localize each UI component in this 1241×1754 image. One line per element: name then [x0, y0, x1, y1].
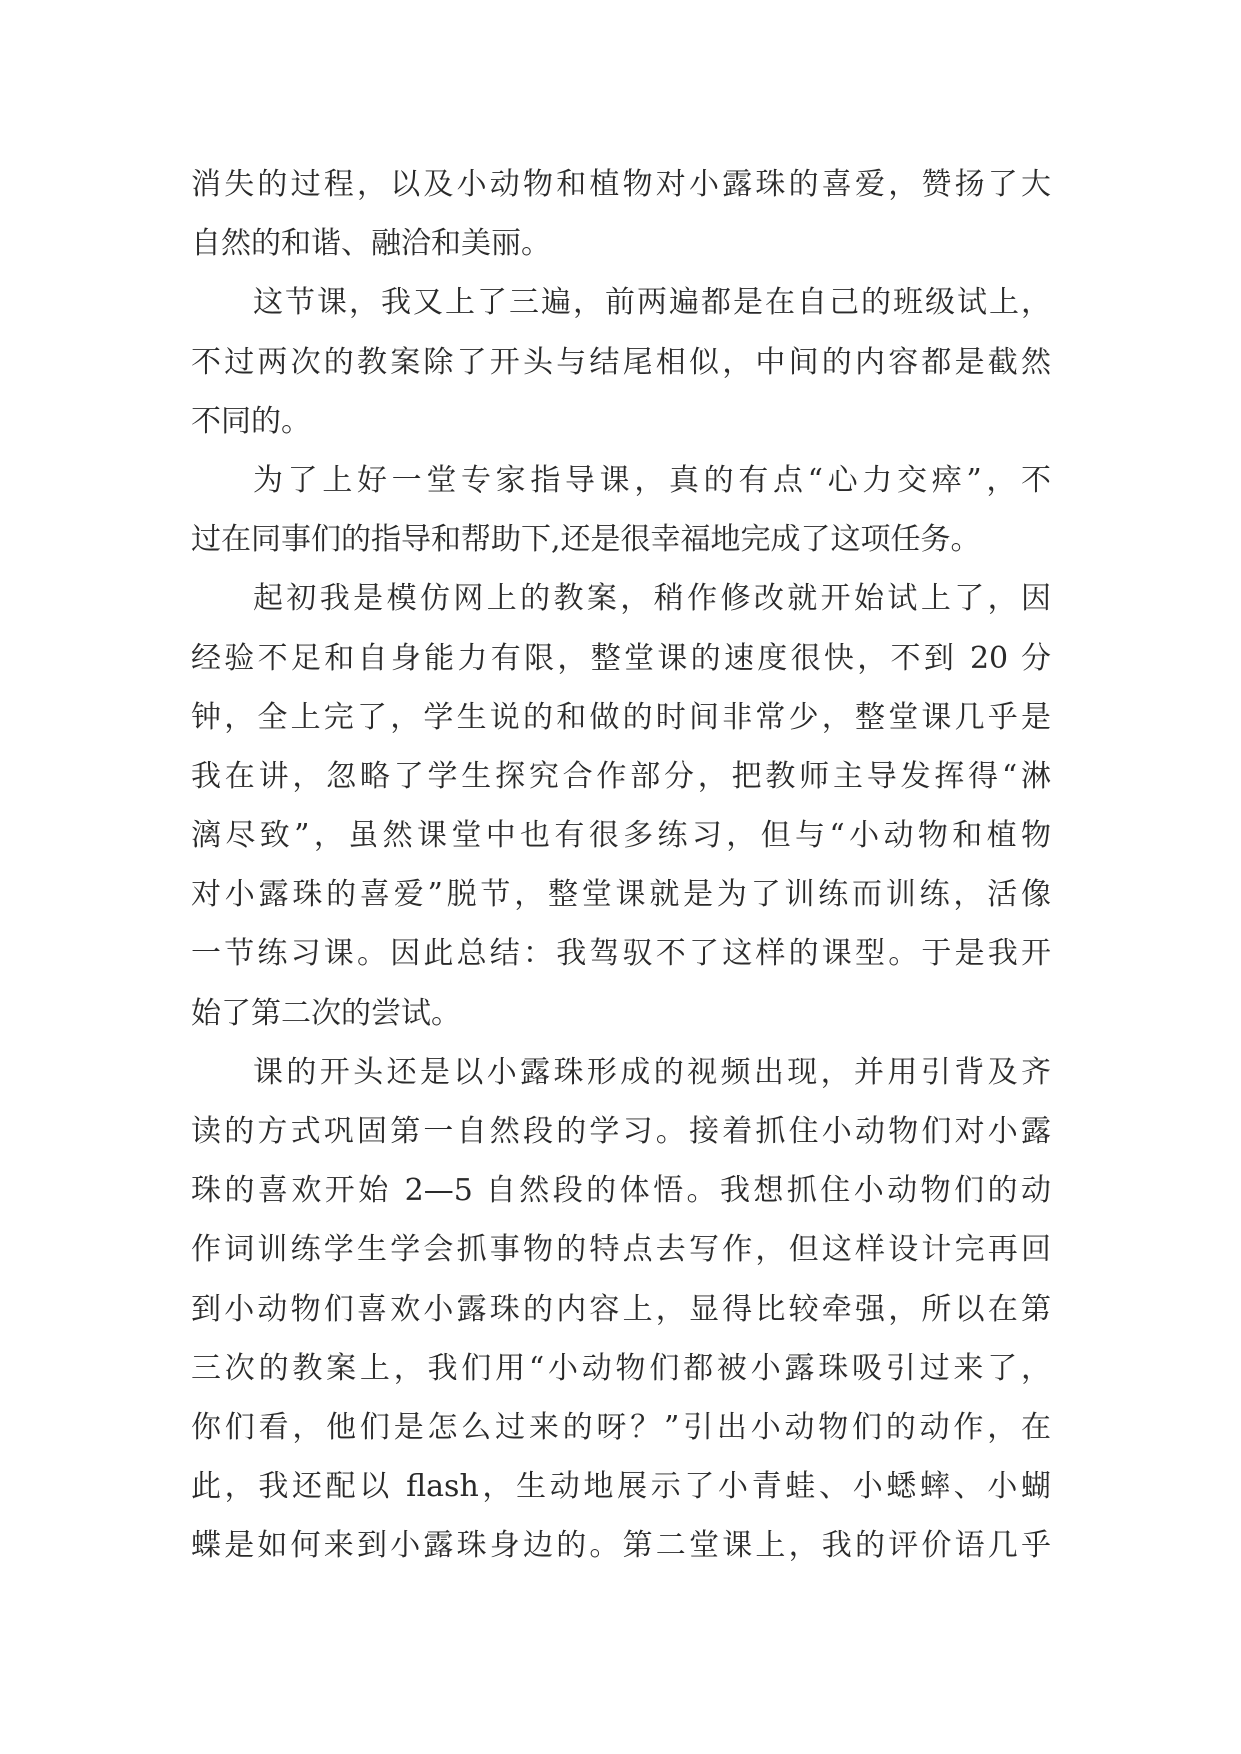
- text-line: 为了上好一堂专家指导课，真的有点“心力交瘁”，不: [253, 462, 1051, 498]
- text-line: 对小露珠的喜爱”脱节，整堂课就是为了训练而训练，活像: [191, 877, 1051, 913]
- text-line: 过在同事们的指导和帮助下,还是很幸福地完成了这项任务。: [191, 522, 981, 558]
- text-line: 自然的和谐、融洽和美丽。: [191, 226, 551, 262]
- text-line: 读的方式巩固第一自然段的学习。接着抓住小动物们对小露: [191, 1114, 1051, 1149]
- text-line: 三次的教案上，我们用“小动物们都被小露珠吸引过来了，: [191, 1350, 1051, 1386]
- text-line: 珠的喜欢开始 2—5 自然段的体悟。我想抓住小动物们的动: [191, 1173, 1051, 1209]
- text-line: 不过两次的教案除了开头与结尾相似，中间的内容都是截然: [191, 344, 1051, 380]
- body-text: [191, 155, 1051, 1576]
- text-line: 消失的过程，以及小动物和植物对小露珠的喜爱，赞扬了大: [191, 167, 1051, 202]
- text-line: 这节课，我又上了三遍，前两遍都是在自己的班级试上，: [253, 285, 1051, 321]
- text-line: 作词训练学生学会抓事物的特点去写作，但这样设计完再回: [191, 1232, 1051, 1268]
- text-line: 始了第二次的尝试。: [191, 995, 461, 1031]
- text-line: 我在讲，忽略了学生探究合作部分，把教师主导发挥得“淋: [191, 758, 1051, 794]
- text-line: 不同的。: [191, 403, 311, 439]
- text-line: 一节练习课。因此总结：我驾驭不了这样的课型。于是我开: [191, 936, 1051, 972]
- text-line: 到小动物们喜欢小露珠的内容上，显得比较牵强，所以在第: [191, 1291, 1051, 1327]
- text-line: 漓尽致”，虽然课堂中也有很多练习，但与“小动物和植物: [191, 818, 1051, 854]
- text-line: 此，我还配以 flash，生动地展示了小青蛙、小蟋蟀、小蝴: [191, 1469, 1051, 1505]
- text-line: 钟，全上完了，学生说的和做的时间非常少，整堂课几乎是: [191, 699, 1051, 735]
- text-line: 蝶是如何来到小露珠身边的。第二堂课上，我的评价语几乎: [191, 1528, 1051, 1564]
- text-line: 起初我是模仿网上的教案，稍作修改就开始试上了，因: [253, 581, 1051, 617]
- text-line: 你们看，他们是怎么过来的呀？”引出小动物们的动作，在: [191, 1409, 1051, 1445]
- text-line: 课的开头还是以小露珠形成的视频出现，并用引背及齐: [253, 1054, 1051, 1090]
- text-line: 经验不足和自身能力有限，整堂课的速度很快，不到 20 分: [191, 640, 1051, 676]
